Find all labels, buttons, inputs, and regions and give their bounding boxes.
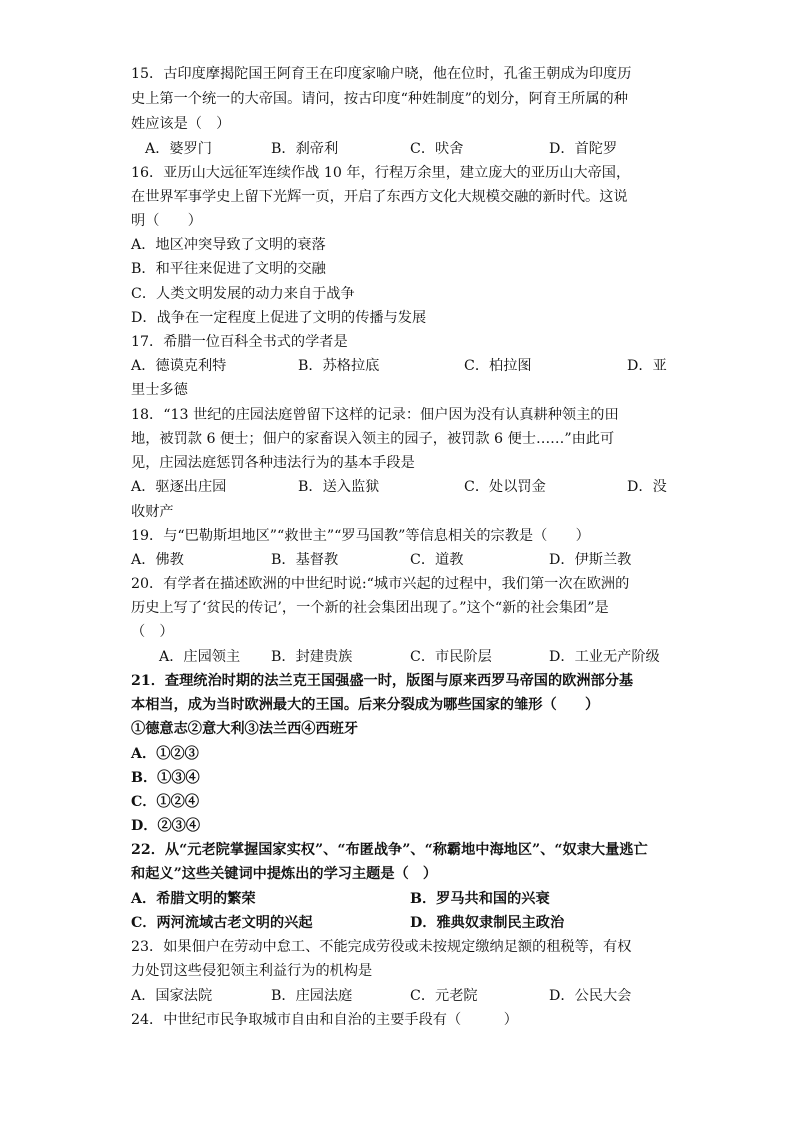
q22-option-c[interactable]: C．两河流域古老文明的兴起 bbox=[131, 915, 313, 931]
q22-option-d[interactable]: D．雅典奴隶制民主政治 bbox=[410, 915, 565, 931]
q16-option-d[interactable]: D．战争在一定程度上促进了文明的传播与发展 bbox=[131, 310, 427, 326]
q20-option-d[interactable]: D．工业无产阶级 bbox=[549, 649, 660, 665]
q18-option-d-continuation: 收财产 bbox=[131, 504, 174, 520]
q19-option-a[interactable]: A．佛教 bbox=[131, 552, 184, 568]
q17-options bbox=[131, 356, 671, 376]
q17-option-a[interactable]: A．德谟克利特 bbox=[131, 358, 227, 374]
q18-stem-line-2: 地，被罚款 6 便士；佃户的家畜误入领主的园子，被罚款 6 便士……”由此可 bbox=[131, 431, 615, 447]
q16-stem-line-2: 在世界军事学史上留下光辉一页，开启了东西方文化大规模交融的新时代。这说 bbox=[131, 189, 628, 205]
q19-option-c[interactable]: C．道教 bbox=[410, 552, 464, 568]
q16-stem-line-3: 明（ ） bbox=[131, 213, 202, 229]
q22-stem-line-2: 和起义”这些关键词中提炼出的学习主题是（ ） bbox=[131, 866, 438, 882]
q22-option-a[interactable]: A．希腊文明的繁荣 bbox=[131, 891, 256, 907]
q15-stem-line-3: 姓应该是（ ） bbox=[131, 116, 231, 132]
q23-stem-line-1: 23．如果佃户在劳动中怠工、不能完成劳役或未按规定缴纳足额的租税等，有权 bbox=[131, 939, 632, 955]
q16-option-c[interactable]: C．人类文明发展的动力来自于战争 bbox=[131, 286, 355, 302]
q17-option-b[interactable]: B．苏格拉底 bbox=[298, 358, 380, 374]
q17-option-d-continuation: 里士多德 bbox=[131, 382, 188, 398]
q15-option-d[interactable]: D．首陀罗 bbox=[549, 141, 618, 157]
q23-option-d[interactable]: D．公民大会 bbox=[549, 988, 632, 1004]
q19-stem-line-1: 19．与“巴勒斯坦地区”“救世主”“罗马国教”等信息相关的宗教是（ ） bbox=[131, 528, 590, 544]
q21-option-b[interactable]: B．①③④ bbox=[131, 770, 200, 786]
q22-options-row-1 bbox=[131, 889, 671, 909]
q15-stem-line-1: 15．古印度摩揭陀国王阿育王在印度家喻户晓，他在位时，孔雀王朝成为印度历 bbox=[131, 66, 632, 82]
q15-option-b[interactable]: B．刹帝利 bbox=[271, 141, 339, 157]
q22-stem-line-1: 22．从“元老院掌握国家实权”、“布匿战争”、“称霸地中海地区”、“奴隶大量逃亡 bbox=[131, 842, 648, 858]
q21-option-a[interactable]: A．①②③ bbox=[131, 746, 199, 762]
q22-option-b[interactable]: B．罗马共和国的兴衰 bbox=[410, 891, 550, 907]
q20-option-b[interactable]: B．封建贵族 bbox=[271, 649, 353, 665]
q23-option-c[interactable]: C．元老院 bbox=[410, 988, 478, 1004]
q15-option-a[interactable]: A．婆罗门 bbox=[145, 141, 212, 157]
q15-options bbox=[131, 139, 671, 159]
q16-option-a[interactable]: A．地区冲突导致了文明的衰落 bbox=[131, 237, 326, 253]
q20-options bbox=[131, 647, 671, 667]
q19-option-d[interactable]: D．伊斯兰教 bbox=[549, 552, 632, 568]
q19-options bbox=[131, 550, 671, 570]
q23-option-a[interactable]: A．国家法院 bbox=[131, 988, 213, 1004]
q20-stem-line-3: （ ） bbox=[131, 624, 174, 640]
q21-stem-line-1: 21．查理统治时期的法兰克王国强盛一时，版图与原来西罗马帝国的欧洲部分基 bbox=[131, 673, 634, 689]
q21-option-c[interactable]: C．①②④ bbox=[131, 794, 200, 810]
q18-options bbox=[131, 477, 671, 497]
q18-stem-line-3: 见，庄园法庭惩罚各种违法行为的基本手段是 bbox=[131, 455, 415, 471]
q18-stem-line-1: 18．“13 世纪的庄园法庭曾留下这样的记录：佃户因为没有认真耕种领主的田 bbox=[131, 407, 619, 423]
q15-stem-line-2: 史上第一个统一的大帝国。请问，按古印度“种姓制度”的划分，阿育王所属的种 bbox=[131, 91, 628, 107]
q23-stem-line-2: 力处罚这些侵犯领主利益行为的机构是 bbox=[131, 963, 373, 979]
q18-option-a[interactable]: A．驱逐出庄园 bbox=[131, 479, 227, 495]
q20-stem-line-1: 20．有学者在描述欧洲的中世纪时说:“城市兴起的过程中，我们第一次在欧洲的 bbox=[131, 576, 630, 592]
q24-stem-line-1: 24．中世纪市民争取城市自由和自治的主要手段有（ ） bbox=[131, 1012, 518, 1028]
q18-option-b[interactable]: B．送入监狱 bbox=[298, 479, 380, 495]
q20-option-c[interactable]: C．市民阶层 bbox=[410, 649, 492, 665]
q15-option-c[interactable]: C．吠舍 bbox=[410, 141, 464, 157]
q20-option-a[interactable]: A．庄园领主 bbox=[159, 649, 241, 665]
q18-option-d[interactable]: D．没 bbox=[627, 479, 667, 495]
q17-option-d[interactable]: D．亚 bbox=[627, 358, 667, 374]
q20-stem-line-2: 历史上写了‘贫民的传记’，一个新的社会集团出现了。”这个“新的社会集团”是 bbox=[131, 600, 609, 616]
q18-option-c[interactable]: C．处以罚金 bbox=[464, 479, 546, 495]
q21-stem-line-3: ①德意志②意大利③法兰西④西班牙 bbox=[131, 721, 359, 737]
q17-option-c[interactable]: C．柏拉图 bbox=[464, 358, 532, 374]
q23-option-b[interactable]: B．庄园法庭 bbox=[271, 988, 353, 1004]
q17-stem-line-1: 17．希腊一位百科全书式的学者是 bbox=[131, 334, 348, 350]
q21-stem-line-2: 本相当，成为当时欧洲最大的王国。后来分裂成为哪些国家的雏形（ ） bbox=[131, 697, 600, 713]
q16-option-b[interactable]: B．和平往来促进了文明的交融 bbox=[131, 261, 326, 277]
q23-options bbox=[131, 986, 671, 1006]
q21-option-d[interactable]: D．②③④ bbox=[131, 818, 201, 834]
q19-option-b[interactable]: B．基督教 bbox=[271, 552, 339, 568]
q16-stem-line-1: 16．亚历山大远征军连续作战 10 年，行程万余里，建立庞大的亚历山大帝国， bbox=[131, 165, 631, 181]
q22-options-row-2 bbox=[131, 913, 671, 933]
